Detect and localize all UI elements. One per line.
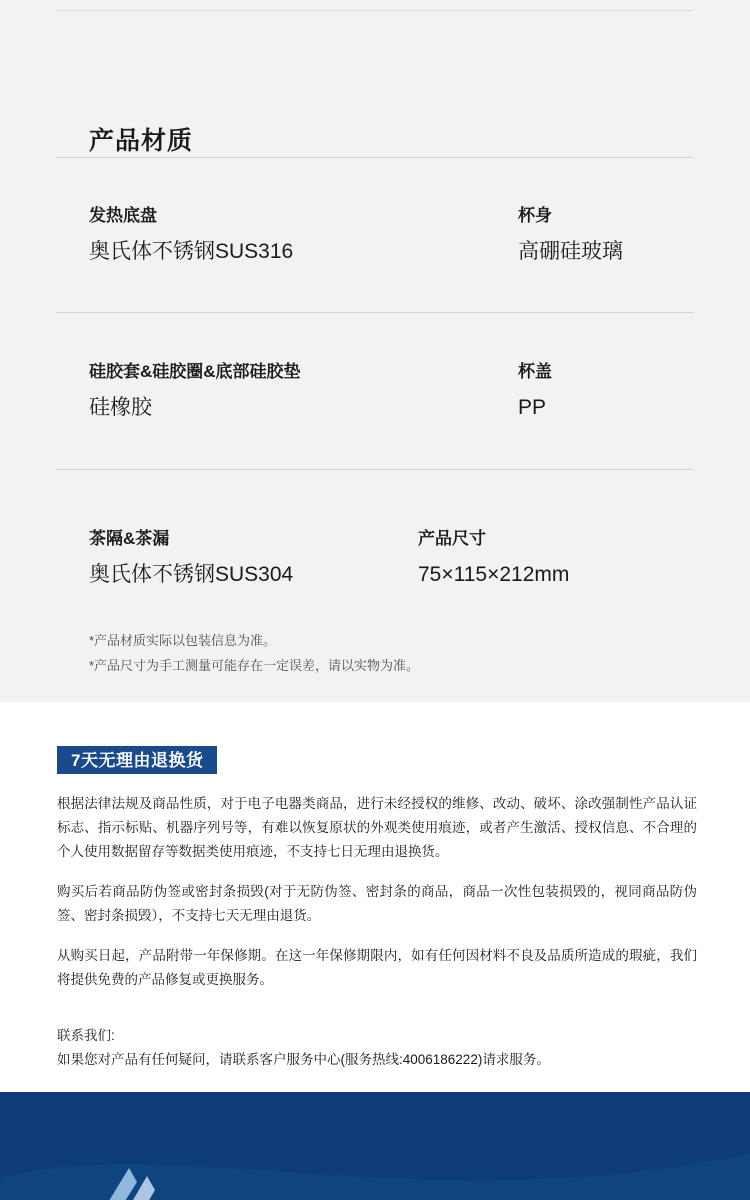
policy-paragraph: 根据法律法规及商品性质，对于电子电器类商品，进行未经授权的维修、改动、破坏、涂改强制性产品认证标志、指示标贴、机器序列号等，有难以恢复原状的外观类使用痕迹，或者产生激活、授权信息、不合理的个人使用数据留存等数据类使用痕迹，不支持七日无理由退换货。 xyxy=(57,796,697,859)
policy-paragraphs xyxy=(57,792,697,1008)
brand-mark-icon xyxy=(95,1162,175,1200)
material-value: 75×115×212mm xyxy=(418,563,570,586)
contact-block xyxy=(57,1024,697,1072)
materials-divider-3 xyxy=(56,469,694,470)
material-value: 奥氏体不锈钢SUS316 xyxy=(89,240,294,263)
policy-paragraph: 购买后若商品防伪签或密封条损毁(对于无防伪签、密封条的商品，商品一次性包装损毁的，视同商品防伪签、密封条损毁），不支持七天无理由退货。 xyxy=(57,884,697,923)
material-value: PP xyxy=(518,396,547,419)
materials-notes xyxy=(89,628,419,678)
contact-text: 如果您对产品有任何疑问，请联系客户服务中心(服务热线:4006186222)请求服务。 xyxy=(57,1052,550,1067)
status-badge-label: 7天无理由退换货 xyxy=(71,750,204,770)
contact-title: 联系我们: xyxy=(57,1028,115,1043)
material-label: 硅胶套&硅胶圈&底部硅胶垫 xyxy=(89,362,301,381)
material-label: 发热底盘 xyxy=(89,206,157,225)
section-top-divider xyxy=(56,10,694,11)
policy-paragraph: 从购买日起，产品附带一年保修期。在这一年保修期限内，如有任何因材料不良及品质所造成的瑕疵，我们将提供免费的产品修复或更换服务。 xyxy=(57,948,697,987)
material-cell xyxy=(518,361,552,422)
material-cell xyxy=(89,205,293,266)
page-title: 产品材质 xyxy=(89,126,194,155)
material-label: 杯身 xyxy=(518,206,552,225)
material-cell xyxy=(89,528,293,589)
footer-banner xyxy=(0,1092,750,1200)
material-cell xyxy=(89,361,301,422)
materials-note: *产品尺寸为手工测量可能存在一定误差，请以实物为准。 xyxy=(89,658,420,673)
material-value: 高硼硅玻璃 xyxy=(518,240,623,263)
material-cell xyxy=(418,528,569,589)
material-label: 杯盖 xyxy=(518,362,552,381)
material-value: 奥氏体不锈钢SUS304 xyxy=(89,563,294,586)
status-badge xyxy=(57,746,217,774)
material-label: 茶隔&茶漏 xyxy=(89,529,170,548)
materials-note: *产品材质实际以包装信息为准。 xyxy=(89,633,277,648)
material-value: 硅橡胶 xyxy=(89,396,152,419)
material-cell xyxy=(518,205,623,266)
materials-divider-2 xyxy=(56,312,694,313)
material-label: 产品尺寸 xyxy=(418,529,486,548)
return-policy-section xyxy=(0,702,750,1092)
materials-divider-1 xyxy=(56,157,694,158)
